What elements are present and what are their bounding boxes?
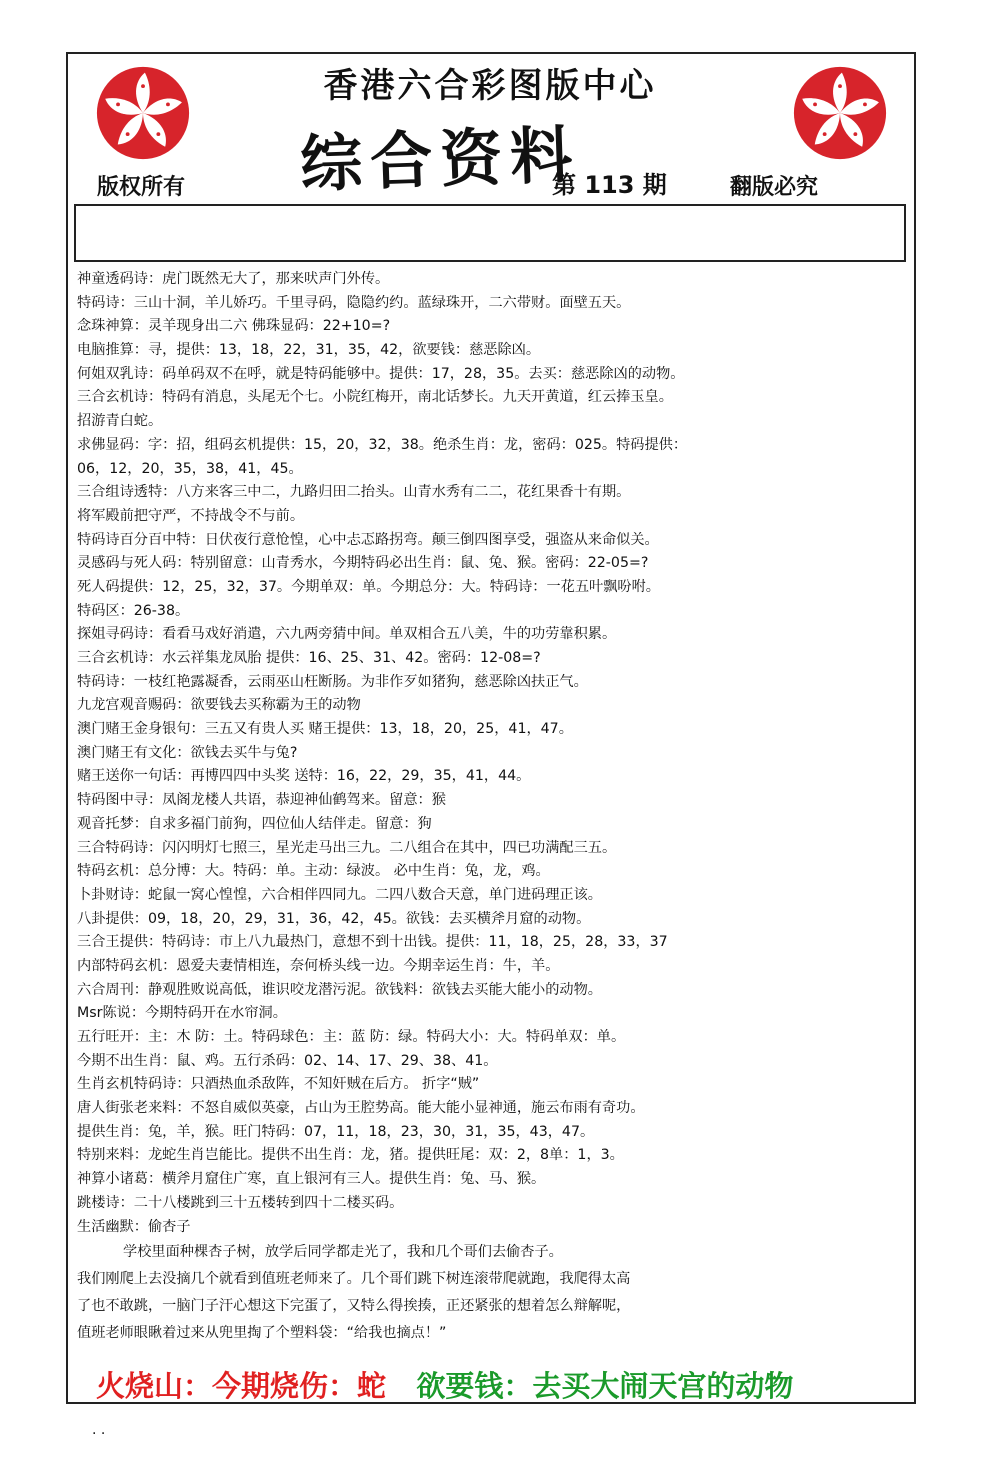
content-line: 唐人街张老来料：不怒自威似英豪，占山为王腔势高。能大能小显神通，施云布雨有奇功。	[77, 1100, 645, 1117]
content-line: 06，12，20，35，38，41，45。	[77, 460, 303, 477]
content-line: 澳门赌王金身银句：三五又有贵人买 赌王提供：13，18，20，25，41，47。	[77, 721, 573, 738]
content-line: 死人码提供：12，25，32，37。今期单双：单。今期总分：大。特码诗：一花五叶飘吩咐。	[77, 578, 660, 595]
content-line: Msr陈说：今期特码开在水帘洞。	[77, 1005, 287, 1022]
content-line: 特码诗：三山十洞，羊儿娇巧。千里寻码，隐隐约约。蓝绿珠开，二六带财。面壁五天。	[77, 294, 631, 311]
header-title: 香港六合彩图版中心	[323, 66, 657, 106]
content-line: 生活幽默：偷杏子	[77, 1218, 191, 1235]
content-line: 三合组诗透特：八方来客三中二，九路归田二抬头。山青水秀有二二，花红果香十有期。	[77, 484, 631, 501]
joke-line: 学校里面种棵杏子树，放学后同学都走光了，我和几个哥们去偷杏子。	[123, 1244, 563, 1261]
content-line: 八卦提供：09，18，20，29，31，36，42，45。欲钱：去买横斧月窟的动物。	[77, 910, 591, 927]
content-line: 三合玄机诗：特码有消息，头尾无个七。小院红梅开，南北话梦长。九天开黄道，红云捧玉皇。	[77, 389, 673, 406]
content-line: 卜卦财诗：蛇鼠一窝心惶惶，六合相伴四同九。二四八数合天意，单门进码理正该。	[77, 886, 602, 903]
copyright-label: 版权所有	[97, 175, 186, 200]
content-line: 生肖玄机特码诗：只酒热血杀敌阵，不知奸贼在后方。 折字“贼”	[77, 1076, 480, 1093]
main-title: 综合资料	[298, 118, 582, 201]
content-lines	[77, 268, 907, 1239]
content-line: 特码诗：一枝红艳露凝香，云雨巫山枉断肠。为非作歹如猪狗，慈恶除凶扶正气。	[77, 673, 588, 690]
content-line: 观音托梦：自求多福门前狗，四位仙人结伴走。留意：狗	[77, 815, 432, 832]
content-line: 将军殿前把守严，不持战令不与前。	[77, 507, 305, 524]
joke-paragraph	[77, 1239, 907, 1347]
bauhinia-emblem-icon	[792, 65, 888, 161]
issue-number: 第 113 期	[552, 171, 667, 199]
piracy-warning-label: 翻版必究	[730, 175, 819, 200]
bauhinia-emblem-icon	[95, 65, 191, 161]
content-line: 五行旺开：主：木 防：土。特码球色：主：蓝 防：绿。特码大小：大。特码单双：单。	[77, 1029, 626, 1045]
content-line: 特码诗百分百中特：日伏夜行意怆惶，心中忐忑路拐弯。颠三倒四图享受，强盗从来命似关。	[77, 531, 659, 548]
content-line: 电脑推算：寻，提供：13，18，22，31，35，42，欲要钱：慈恶除凶。	[77, 342, 541, 359]
content-line: 灵感码与死人码：特别留意：山青秀水，今期特码必出生肖：鼠、兔、猴。密码：22-05=?	[77, 555, 649, 572]
joke-line: 了也不敢跳，一脑门子汗心想这下完蛋了，又特么得挨揍，正还紧张的想着怎么辩解呢，	[77, 1298, 631, 1315]
content-line: 三合玄机诗：水云祥集龙凤胎 提供：16、25、31、42。密码：12-08=?	[77, 650, 541, 666]
content-line: 提供生肖：兔，羊，猴。旺门特码：07，11，18，23，30，31，35，43，47。	[77, 1123, 595, 1140]
content-line: 特码图中寻：凤阁龙楼人共语，恭迎神仙鹤驾来。留意：猴	[77, 792, 446, 809]
content-line: 澳门赌王有文化：欲钱去买牛与兔?	[77, 744, 298, 761]
content-line: 特码玄机：总分博：大。特码：单。主动：绿波。 必中生肖：兔，龙，鸡。	[77, 863, 550, 880]
content-line: 特别来料：龙蛇生肖岂能比。提供不出生肖：龙，猪。提供旺尾：双：2，8单：1，3。	[77, 1147, 624, 1164]
joke-line: 我们刚爬上去没摘几个就看到值班老师来了。几个哥们跳下树连滚带爬就跑，我爬得太高	[77, 1271, 631, 1288]
footer-fire-text: 火烧山：今期烧伤：蛇	[96, 1369, 387, 1403]
content-body	[77, 268, 907, 1347]
content-line: 三合王提供：特码诗：市上八九最热门，意想不到十出钱。提供：11，18，25，28，33，37	[77, 934, 668, 951]
content-line: 今期不出生肖：鼠、鸡。五行杀码：02、14、17、29、38、41。	[77, 1052, 498, 1069]
content-line: 六合周刊：静观胜败说高低，谁识咬龙潜污泥。欲钱料：欲钱去买能大能小的动物。	[77, 981, 602, 998]
footer-money-text: 欲要钱：去买大闹天宫的动物	[416, 1369, 794, 1403]
content-line: 念珠神算：灵羊现身出二六 佛珠显码：22+10=?	[77, 318, 391, 335]
content-line: 九龙宫观音赐码：欲要钱去买称霸为王的动物	[77, 697, 361, 714]
content-line: 何姐双乳诗：码单码双不在呼，就是特码能够中。提供：17，28，35。去买：慈恶除凶的动物。	[77, 365, 685, 382]
empty-banner-box	[74, 204, 906, 262]
footer-banner	[96, 1364, 793, 1405]
content-line: 神童透码诗：虎门既然无大了，那来吠声门外传。	[77, 271, 390, 287]
content-line: 跳楼诗：二十八楼跳到三十五楼转到四十二楼买码。	[77, 1194, 404, 1211]
content-line: 探姐寻码诗：看看马戏好消遣，六九两旁猜中间。单双相合五八美，牛的功劳靠积累。	[77, 626, 617, 643]
content-line: 赌王送你一句话：再博四四中头奖 送特：16，22，29，35，41，44。	[77, 768, 531, 785]
joke-line: 值班老师眼瞅着过来从兜里掏了个塑料袋：“给我也摘点！”	[77, 1325, 447, 1342]
content-line: 求佛显码：字：招，组码玄机提供：15，20，32，38。绝杀生肖：龙，密码：025。特码提供：	[77, 436, 688, 453]
content-line: 三合特码诗：闪闪明灯七照三，星光走马出三九。二八组合在其中，四已功满配三五。	[77, 839, 617, 856]
bottom-mark: . .	[92, 1422, 106, 1438]
content-line: 内部特码玄机：恩爱夫妻情相连，奈何桥头线一边。今期幸运生肖：牛，羊。	[77, 957, 560, 974]
content-line: 特码区：26-38。	[77, 602, 190, 619]
content-line: 招游青白蛇。	[77, 413, 163, 430]
content-line: 神算小诸葛：横斧月窟住广寒，直上银河有三人。提供生肖：兔、马、猴。	[77, 1171, 546, 1188]
